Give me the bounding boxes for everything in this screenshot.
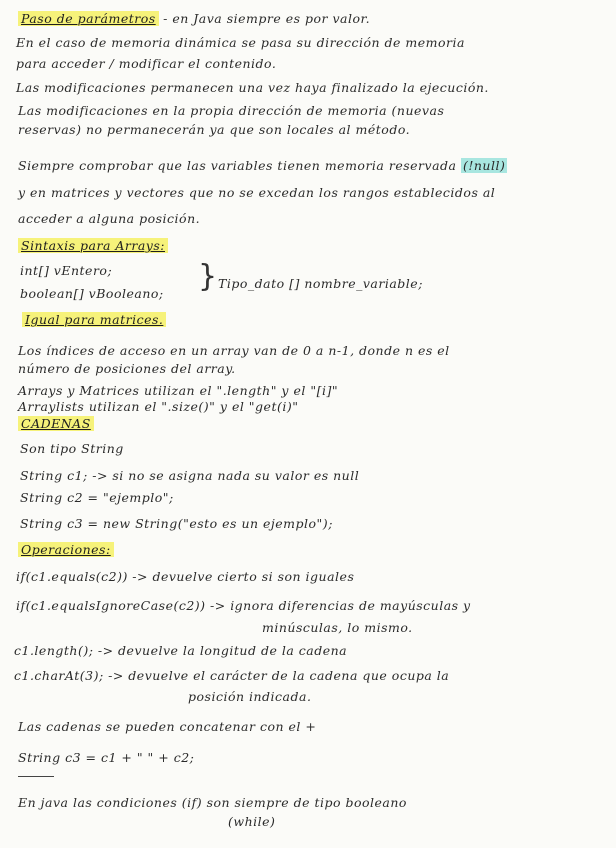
code-line: String c3 = new String("esto es un ejemplo");: [20, 516, 333, 531]
note-line: (while): [228, 814, 276, 829]
code-line: c1.charAt(3); -> devuelve el carácter de la cadena que ocupa la: [14, 668, 450, 683]
code-line: String c2 = "ejemplo";: [20, 490, 174, 505]
note-line: acceder a alguna posición.: [18, 211, 201, 226]
divider: [18, 776, 54, 777]
line-paso-parametros: Paso de parámetros - en Java siempre es por valor.: [18, 11, 370, 26]
highlight-not-null: (!null): [462, 158, 506, 173]
code-line: boolean[] vBooleano;: [20, 286, 164, 301]
heading-sintaxis-arrays: Sintaxis para Arrays:: [18, 238, 168, 253]
note-line: Arrays y Matrices utilizan el ".length" y el "[i]": [18, 383, 339, 398]
heading-operaciones: Operaciones:: [18, 542, 114, 557]
note-line: reservas) no permanecerán ya que son locales al método.: [18, 122, 411, 137]
note-line: En el caso de memoria dinámica se pasa su dirección de memoria: [16, 35, 465, 50]
heading-cadenas: CADENAS: [18, 416, 94, 431]
note-line: Las cadenas se pueden concatenar con el +: [18, 719, 317, 734]
code-line: String c3 = c1 + " " + c2;: [18, 750, 195, 765]
code-line: int[] vEntero;: [20, 263, 113, 278]
note-line: Son tipo String: [20, 441, 124, 456]
line-siempre-comprobar: Siempre comprobar que las variables tienen memoria reservada (!null): [18, 158, 506, 173]
brace-symbol: }: [198, 259, 218, 294]
code-type-syntax: Tipo_dato [] nombre_variable;: [218, 276, 423, 291]
note-line: posición indicada.: [188, 689, 312, 704]
note-line: minúsculas, lo mismo.: [262, 620, 413, 635]
note-line: número de posiciones del array.: [18, 361, 236, 376]
code-line: String c1; -> si no se asigna nada su valor es null: [20, 468, 360, 483]
note-line: para acceder / modificar el contenido.: [16, 56, 277, 71]
note-line: Las modificaciones en la propia dirección de memoria (nuevas: [18, 103, 445, 118]
note-line: Las modificaciones permanecen una vez haya finalizado la ejecución.: [16, 80, 489, 95]
heading-igual-matrices: Igual para matrices.: [22, 312, 166, 327]
code-line: if(c1.equalsIgnoreCase(c2)) -> ignora diferencias de mayúsculas y: [16, 598, 471, 613]
note-line: En java las condiciones (if) son siempre de tipo booleano: [18, 795, 407, 810]
code-line: c1.length(); -> devuelve la longitud de la cadena: [14, 643, 348, 658]
note-line: y en matrices y vectores que no se excedan los rangos establecidos al: [18, 185, 496, 200]
note-line: Arraylists utilizan el ".size()" y el "get(i)": [18, 399, 299, 414]
code-line: if(c1.equals(c2)) -> devuelve cierto si son iguales: [16, 569, 355, 584]
note-line: Los índices de acceso en un array van de 0 a n-1, donde n es el: [18, 343, 450, 358]
heading-paso-parametros: Paso de parámetros: [18, 11, 159, 26]
